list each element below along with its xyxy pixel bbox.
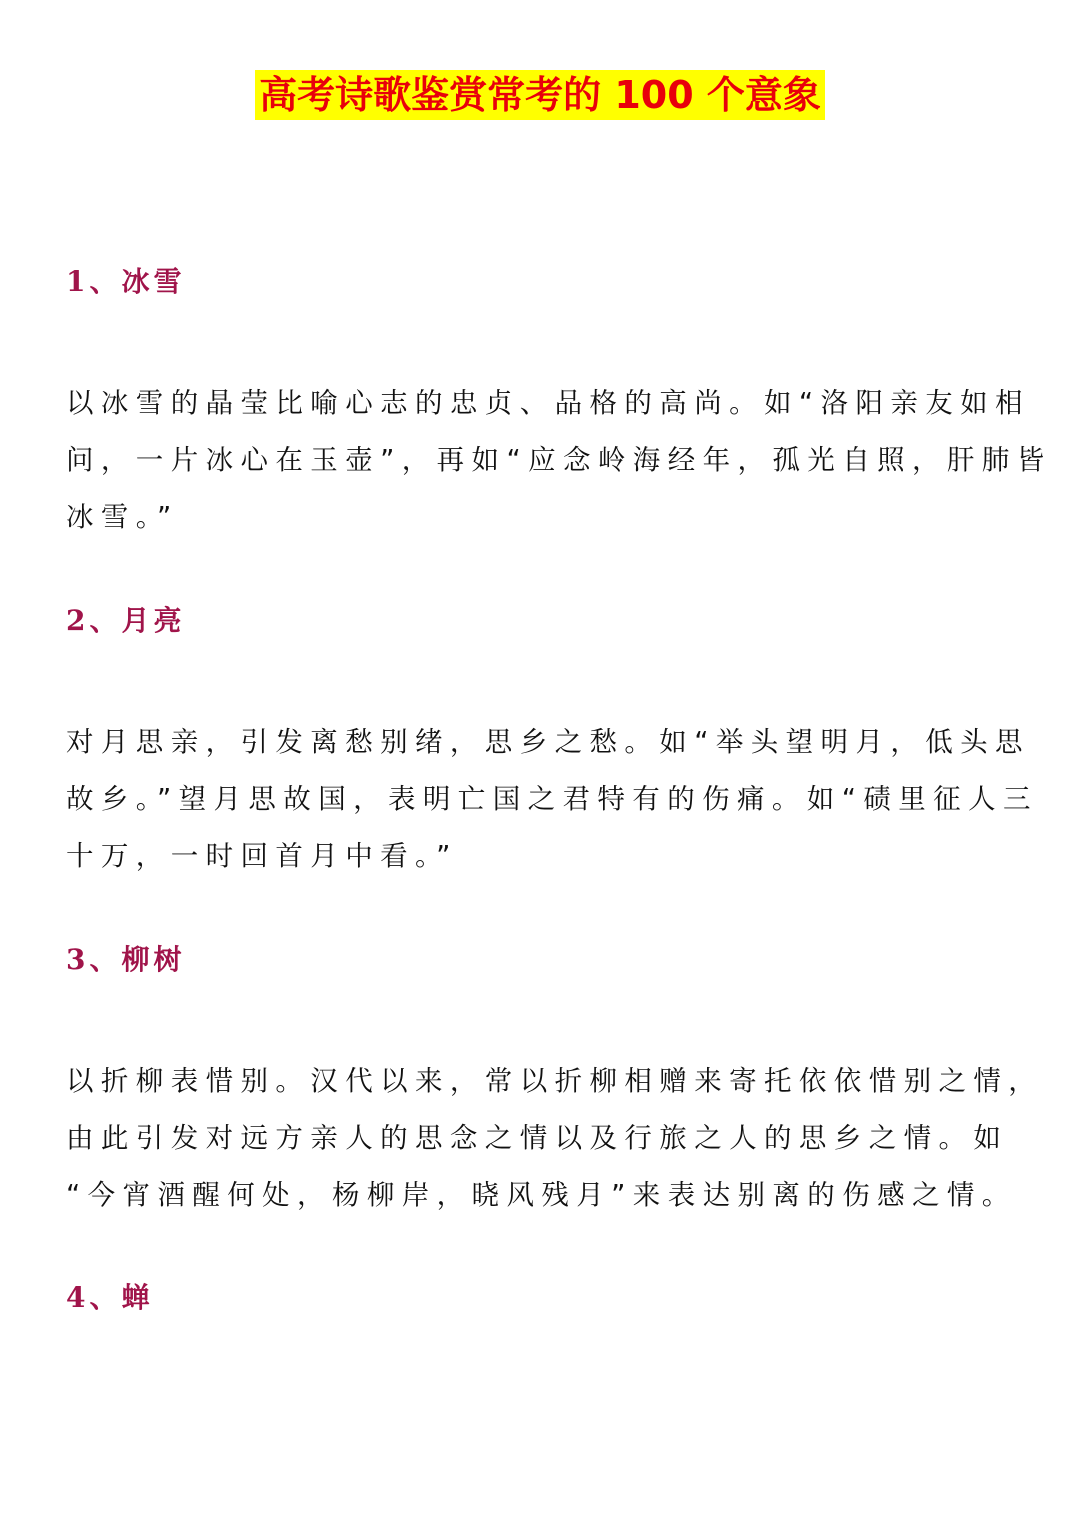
section-heading: 1、冰雪 xyxy=(66,265,186,298)
section-3 xyxy=(66,940,1044,1224)
title-wrap xyxy=(0,70,1080,120)
section-4 xyxy=(66,1278,1026,1318)
paragraph-line: 十万，一时回首月中看。” xyxy=(66,840,458,872)
page-title: 高考诗歌鉴赏常考的 100 个意象 xyxy=(255,70,825,120)
section-heading: 3、柳树 xyxy=(66,943,186,976)
section-paragraph xyxy=(66,375,1052,546)
section-paragraph xyxy=(66,1053,1044,1224)
section-2 xyxy=(66,601,1038,885)
paragraph-line: 对月思亲，引发离愁别绪，思乡之愁。如“举头望明月，低头思 xyxy=(66,726,1030,758)
section-1 xyxy=(66,262,1052,546)
paragraph-line: 冰雪。” xyxy=(66,501,179,533)
paragraph-line: 以冰雪的晶莹比喻心志的忠贞、品格的高尚。如“洛阳亲友如相 xyxy=(66,387,1030,419)
section-heading: 4、蝉 xyxy=(66,1281,154,1314)
paragraph-line: 由此引发对远方亲人的思念之情以及行旅之人的思乡之情。如 xyxy=(66,1122,1009,1154)
section-paragraph xyxy=(66,714,1038,885)
paragraph-line: 问，一片冰心在玉壶”，再如“应念岭海经年，孤光自照，肝肺皆 xyxy=(66,444,1052,476)
paragraph-line: “今宵酒醒何处，杨柳岸，晓风残月”来表达别离的伤感之情。 xyxy=(66,1179,1017,1211)
paragraph-line: 故乡。”望月思故国，表明亡国之君特有的伤痛。如“碛里征人三 xyxy=(66,783,1038,815)
section-heading: 2、月亮 xyxy=(66,604,186,637)
paragraph-line: 以折柳表惜别。汉代以来，常以折柳相赠来寄托依依惜别之情， xyxy=(66,1065,1044,1097)
